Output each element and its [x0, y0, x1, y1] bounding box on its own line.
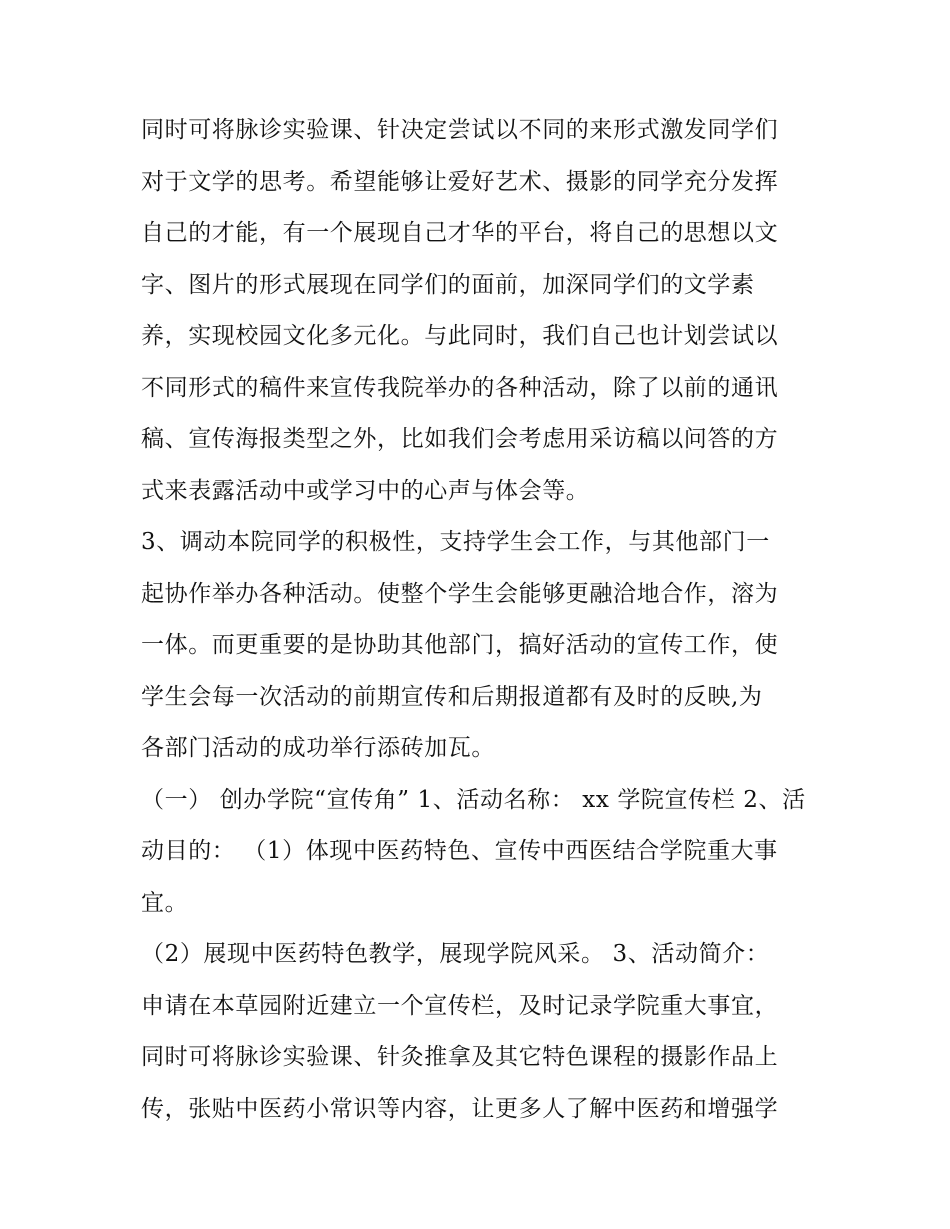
body-text	[141, 110, 821, 1140]
text-line: 同时可将脉诊实验课、针决定尝试以不同的来形式激发同学们	[141, 117, 779, 143]
text-line: 对于文学的思考。希望能够让爱好艺术、摄影的同学充分发挥	[141, 168, 779, 195]
text-line: 各部门活动的成功举行添砖加瓦。	[141, 735, 495, 761]
text-line: 申请在本草园附近建立一个宣传栏，及时记录学院重大事宜，	[141, 992, 779, 1019]
text-line: 一体。而更重要的是协助其他部门，搞好活动的宣传工作，使	[141, 632, 779, 658]
text-line: 传，张贴中医药小常识等内容，让更多人了解中医药和增强学	[141, 1095, 779, 1122]
text-line: 动目的： （1）体现中医药特色、宣传中西医结合学院重大事	[141, 838, 778, 864]
text-line: 字、图片的形式展现在同学们的面前，加深同学们的文学素	[141, 271, 755, 298]
text-line: （一） 创办学院“宣传角” 1、活动名称： xx 学院宣传栏 2、活	[141, 786, 806, 813]
text-line: 养，实现校园文化多元化。与此同时，我们自己也计划尝试以	[141, 323, 779, 349]
text-line: 宜。	[141, 889, 189, 916]
text-line: 学生会每一次活动的前期宣传和后期报道都有及时的反映,为	[141, 683, 763, 710]
text-line: 式来表露活动中或学习中的心声与体会等。	[141, 477, 590, 504]
text-line: 不同形式的稿件来宣传我院举办的各种活动，除了以前的通讯	[141, 374, 779, 401]
text-line: 稿、宣传海报类型之外，比如我们会考虑用采访稿以问答的方	[141, 426, 779, 452]
text-line: 3、调动本院同学的积极性，支持学生会工作，与其他部门一	[141, 529, 770, 555]
text-line: 同时可将脉诊实验课、针灸推拿及其它特色课程的摄影作品上	[141, 1044, 779, 1070]
text-line: （2）展现中医药特色教学，展现学院风采。 3、活动简介：	[141, 941, 770, 967]
text-line: 自己的才能，有一个展现自己才华的平台，将自己的思想以文	[141, 220, 779, 246]
text-line: 起协作举办各种活动。使整个学生会能够更融洽地合作，溶为	[141, 580, 779, 607]
